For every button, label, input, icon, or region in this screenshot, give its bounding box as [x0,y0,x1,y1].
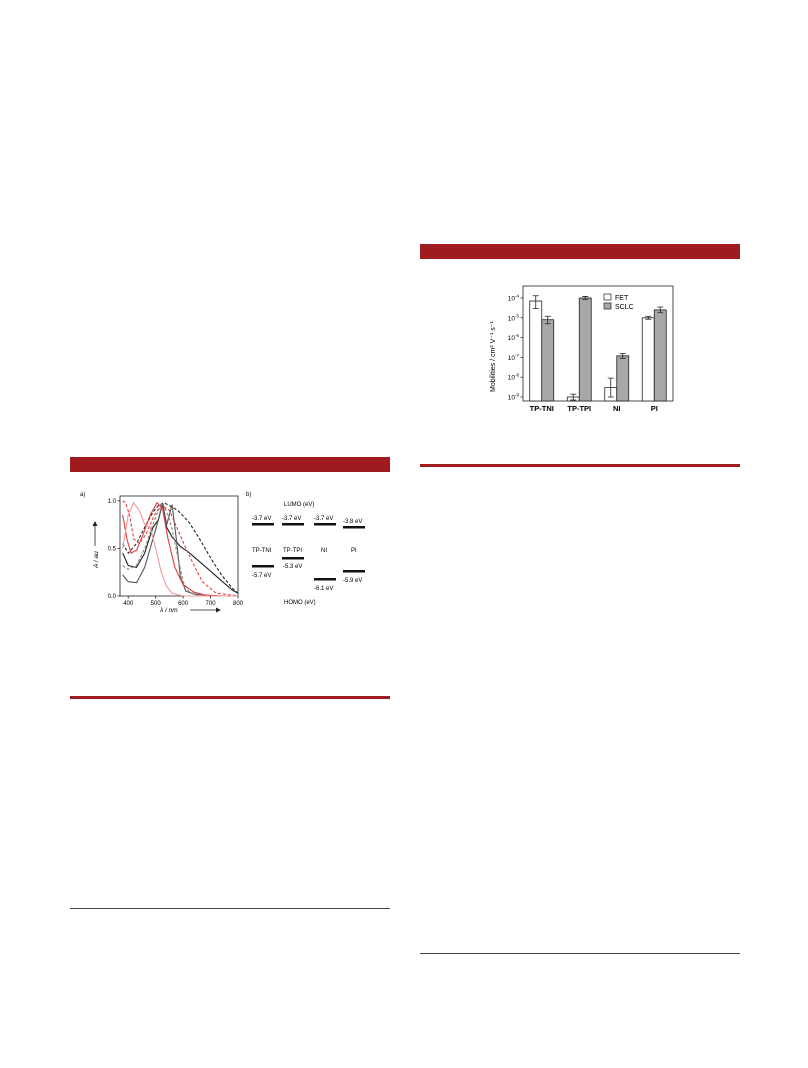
lumo-value-ni: -3.7 eV [314,516,334,522]
spectrum-ytick-label: 0.5 [107,546,116,553]
homo-value-ni: -6.1 eV [314,586,334,592]
mobility-ytick-label: $10^{-9}$ [507,392,519,402]
lumo-value-pi: -3.8 eV [343,519,363,525]
spectrum-xticks [123,596,243,607]
lumo-level-tp-tni [252,523,274,526]
mobility-bar-sclc-tp-tni [542,320,554,401]
homo-level-tp-tni [252,565,274,568]
spectrum-curves [123,501,238,596]
compound-name-ni: NI [321,548,327,554]
mobility-bars [530,296,667,401]
legend-label-fet: FET [615,295,629,302]
homo-value-tp-tpi: -5.3 eV [283,564,303,570]
mobility-ylabel: Mobilities / cm² V⁻¹ s⁻¹ [490,321,497,392]
mobility-ytick-label: $10^{-8}$ [507,372,519,382]
spectrum-xtick-label: 600 [178,601,189,607]
spectrum-series-7 [123,503,238,596]
spectrum-plot [93,496,244,614]
right-section-rule [420,464,740,467]
xlabel-arrowhead [216,608,221,613]
spectrum-xtick-label: 400 [123,601,134,607]
spectrum-xtick-label: 800 [232,601,244,607]
spectrum-series-3 [123,503,238,596]
lumo-title: LUMO (eV) [284,502,315,508]
mobility-category-label: NI [613,404,621,413]
spectrum-ytick-label: 0.0 [107,594,116,600]
compound-name-pi: PI [351,548,357,554]
spectrum-series-6 [123,501,238,596]
left-footer-rule [70,908,390,909]
left-section-header-bar [70,457,390,472]
homo-value-pi: -5.9 eV [343,578,363,584]
lumo-value-tp-tpi: -3.7 eV [282,516,302,522]
legend-swatch-fet [604,294,611,300]
mobility-bar-sclc-ni [617,356,629,401]
ylabel-arrowhead [93,521,98,526]
spectrum-ylabel: A / au [93,551,100,568]
homo-level-tp-tpi [282,557,304,560]
lumo-value-tp-tni: -3.7 eV [252,516,272,522]
figure-mobility-chart [480,280,680,420]
right-section-header-bar [420,244,740,259]
figure-absorption-energy [78,486,388,616]
mobility-bar-fet-tp-tni [530,301,542,401]
left-section-rule [70,696,390,699]
compound-name-tp-tni: TP-TNI [252,548,272,554]
spectrum-series-5 [123,503,238,596]
homo-level-pi [343,570,365,573]
mobility-ytick-label: $10^{-7}$ [507,352,519,362]
legend-swatch-sclc [604,303,611,309]
spectrum-yticks [108,499,120,600]
mobility-ytick-label: $10^{-6}$ [507,333,519,343]
energy-diagram [252,502,365,606]
spectrum-xtick-label: 500 [150,601,161,607]
homo-value-tp-tni: -5.7 eV [252,573,272,579]
right-footer-rule [420,953,740,954]
panel-b-label: b) [246,492,252,498]
mobility-category-label: PI [650,404,658,413]
lumo-level-tp-tpi [282,523,304,526]
lumo-level-ni [314,523,336,526]
compound-name-tp-tpi: TP-TPI [283,548,302,554]
mobility-bar-sclc-tp-tpi [579,298,591,401]
spectrum-xtick-label: 700 [205,601,216,607]
spectrum-xlabel: λ / nm [160,607,178,614]
spectrum-series-4 [123,503,238,596]
mobility-ytick-label: $10^{-5}$ [507,313,519,323]
spectrum-ytick-label: 1.0 [107,498,116,505]
mobility-ytick-label: $10^{-4}$ [507,293,519,303]
legend-label-sclc: SCLC [615,304,634,311]
panel-a-label: a) [80,492,86,498]
mobility-bar-fet-pi [642,318,654,401]
mobility-category-label: TP-TPI [567,404,592,413]
mobility-legend [604,294,634,311]
mobility-bar-sclc-pi [654,310,666,401]
mobility-yticks [508,294,523,402]
homo-level-ni [314,578,336,581]
lumo-level-pi [343,526,365,529]
mobility-xlabels [530,404,658,413]
homo-title: HOMO (eV) [284,600,316,606]
mobility-category-label: TP-TNI [529,404,554,413]
